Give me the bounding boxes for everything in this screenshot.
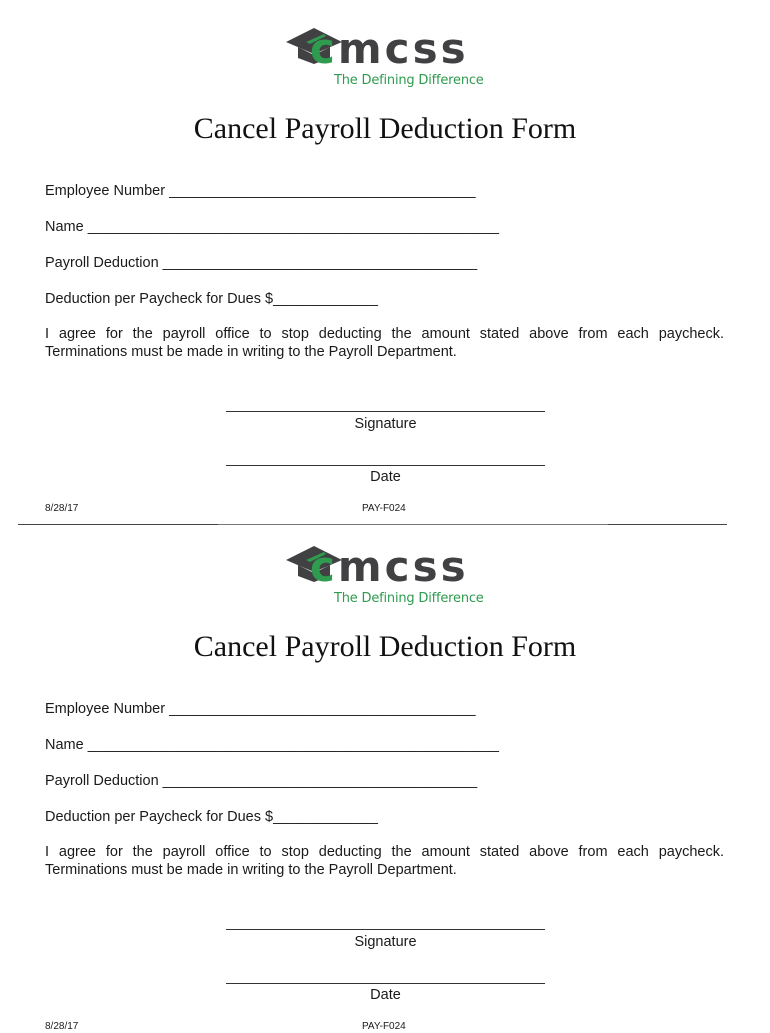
cut-line-left xyxy=(18,524,218,525)
form-title: Cancel Payroll Deduction Form xyxy=(193,630,577,663)
agreement-line-1: I agree for the payroll office to stop deducting the amount stated above from each paycheck. xyxy=(45,326,724,342)
agreement-text xyxy=(45,843,724,879)
cmcss-logo xyxy=(284,24,494,94)
logo-wordmark: cmcss xyxy=(310,542,469,591)
dues-deduction-field: Deduction per Paycheck for Dues $_____________ xyxy=(45,291,378,307)
logo-wordmark: cmcss xyxy=(310,24,469,73)
name-field: Name ___________________________________________________ xyxy=(45,219,499,235)
signature-label: Signature xyxy=(354,416,417,432)
employee-number-field: Employee Number ______________________________________ xyxy=(45,701,476,717)
agreement-line-1: I agree for the payroll office to stop deducting the amount stated above from each paycheck. xyxy=(45,844,724,860)
agreement-text xyxy=(45,325,724,361)
payroll-deduction-field: Payroll Deduction _______________________________________ xyxy=(45,773,478,789)
form-title: Cancel Payroll Deduction Form xyxy=(193,112,577,145)
cut-line-right xyxy=(608,524,727,525)
footer-date: 8/28/17 xyxy=(45,503,79,514)
date-line xyxy=(226,465,545,466)
cut-line-middle xyxy=(218,524,608,525)
date-label: Date xyxy=(370,469,401,485)
footer-form-code: PAY-F024 xyxy=(362,1021,406,1032)
logo-tagline: The Defining Difference xyxy=(334,591,484,606)
footer-form-code: PAY-F024 xyxy=(362,503,406,514)
dues-deduction-field: Deduction per Paycheck for Dues $_____________ xyxy=(45,809,378,825)
agreement-line-2: Terminations must be made in writing to the Payroll Department. xyxy=(45,862,457,878)
signature-line xyxy=(226,929,545,930)
signature-line xyxy=(226,411,545,412)
cmcss-logo xyxy=(284,542,494,612)
date-label: Date xyxy=(370,987,401,1003)
employee-number-field: Employee Number ______________________________________ xyxy=(45,183,476,199)
date-line xyxy=(226,983,545,984)
logo-tagline: The Defining Difference xyxy=(334,73,484,88)
footer-date: 8/28/17 xyxy=(45,1021,79,1032)
signature-label: Signature xyxy=(354,934,417,950)
payroll-deduction-field: Payroll Deduction _______________________________________ xyxy=(45,255,478,271)
name-field: Name ___________________________________________________ xyxy=(45,737,499,753)
agreement-line-2: Terminations must be made in writing to the Payroll Department. xyxy=(45,344,457,360)
